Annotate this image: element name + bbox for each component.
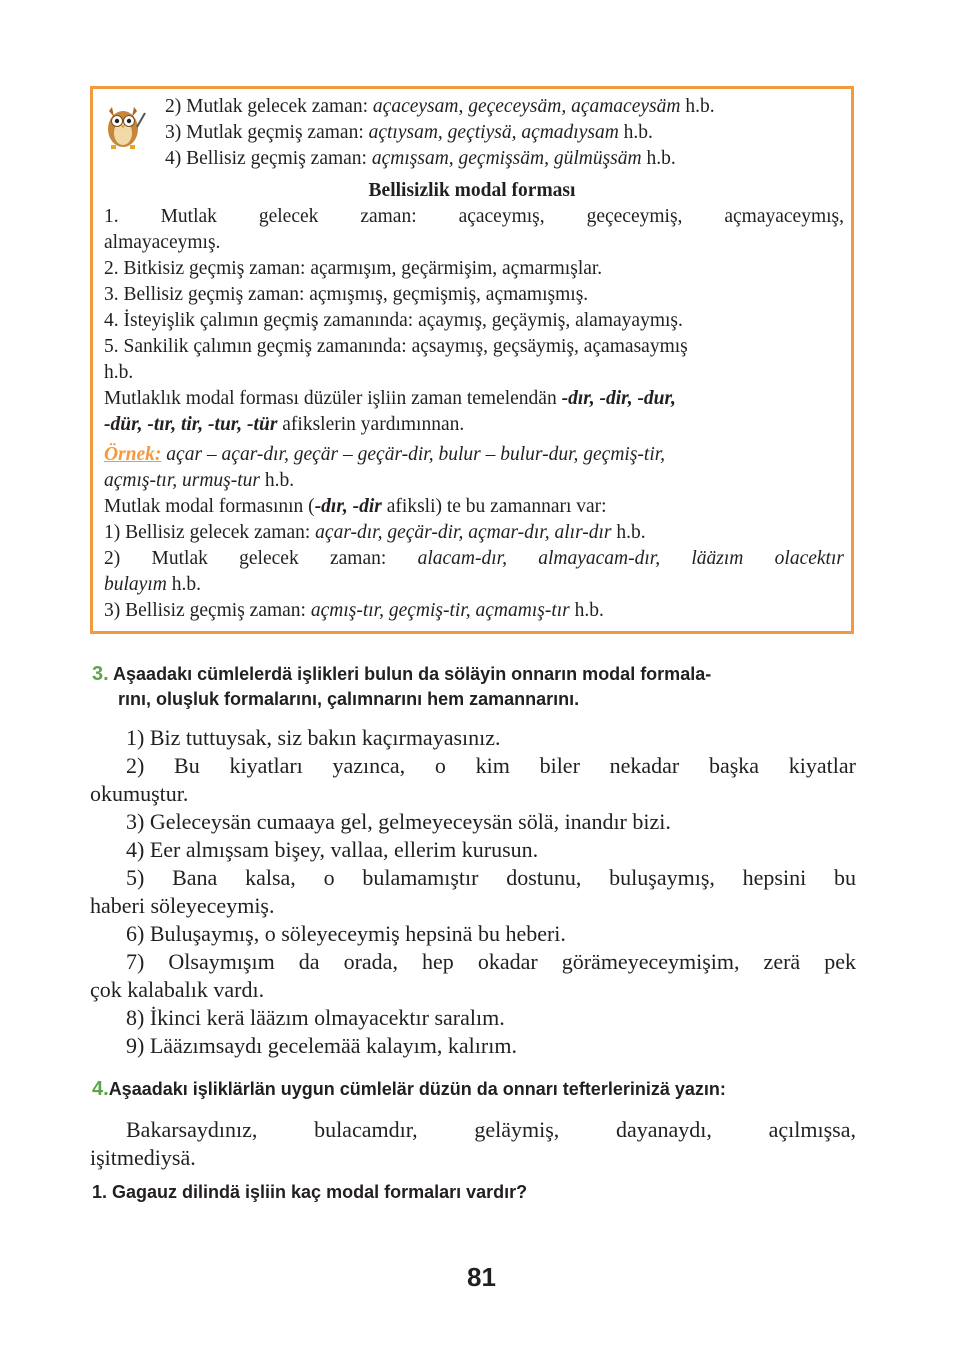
ornek-end: h.b. xyxy=(260,470,295,491)
item-line xyxy=(104,598,604,624)
intro-text: 4) Bellisiz geçmiş zaman: xyxy=(165,148,372,169)
task3-title-line-1 xyxy=(92,662,862,687)
sentence: çok kalabalık vardı. xyxy=(90,977,265,1002)
sentence: 1) Biz tuttuysak, siz bakın kaçırmayasınız. xyxy=(126,725,501,750)
mutlaklik-suffixes: -dır, -dir, -dur, xyxy=(561,388,676,409)
sentence: okumuştur. xyxy=(90,781,189,806)
task4-words: Bakarsaydınız, bulacamdır, geläymiş, dayanaydı, açılmışsa, xyxy=(126,1117,856,1142)
item-line xyxy=(104,546,844,572)
sentence: haberi söleyeceymiş. xyxy=(90,893,275,918)
intro-line-3 xyxy=(165,120,653,146)
box-line: 1. Mutlak gelecek zaman: açaceymış, geçeceymiş, açmayaceymış, xyxy=(104,206,844,227)
item-end: h.b. xyxy=(166,574,201,595)
ornek-examples: açar – açar-dır, geçär – geçär-dir, bulur – bulur-dur, geçmiş-tir, xyxy=(161,444,666,465)
item-line xyxy=(104,572,201,598)
intro-end: h.b. xyxy=(680,96,715,117)
task3-title: Aşaadakı cümlelerdä işlikleri bulun da söläyin onnarın modal formala- xyxy=(113,664,712,684)
mutlaklik-text: Mutlaklık modal forması düzüler işliin zaman temelendän xyxy=(104,388,562,409)
sentence: 5) Bana kalsa, o bulamamıştır dostunu, buluşaymış, hepsini bu xyxy=(126,865,856,890)
box-line: 2. Bitkisiz geçmiş zaman: açarmışım, geçärmişim, açmarmışlar. xyxy=(104,258,603,279)
ornek-label: Örnek: xyxy=(104,444,162,465)
box-line: 4. İsteyişlik çalımın geçmiş zamanında: açaymış, geçäymiş, alamayaymış. xyxy=(104,310,683,331)
item-text: 3) Bellisiz geçmiş zaman: xyxy=(104,600,311,621)
task4-title-text: Aşaadakı işliklärlän uygun cümlelär düzün da onnarı tefterlerinizä yazın: xyxy=(108,1079,726,1099)
mutlaklik-line-1 xyxy=(104,386,676,412)
modal-suffixes: -dır, -dir xyxy=(314,496,382,517)
intro-examples: açtıysam, geçtiysä, açmadıysam xyxy=(368,122,619,143)
ornek-examples: açmış-tır, urmuş-tur xyxy=(104,470,261,491)
item-end: h.b. xyxy=(611,522,646,543)
item-examples: açmış-tır, geçmiş-tir, açmamış-tır xyxy=(310,600,570,621)
box-line: h.b. xyxy=(104,362,134,383)
intro-examples: açaceysam, geçeceysäm, açamaceysäm xyxy=(372,96,681,117)
intro-text: 3) Mutlak geçmiş zaman: xyxy=(165,122,369,143)
box-line: almayaceymış. xyxy=(104,232,221,253)
modal-text: afiksli) te bu zamannarı var: xyxy=(381,496,607,517)
task3-title-line-2: rını, oluşluk formalarını, çalımnarını hem zamannarını. xyxy=(118,689,580,709)
box-heading: Bellisizlik modal forması xyxy=(368,180,576,201)
ornek-line-1 xyxy=(104,442,665,468)
item-text: 2) Mutlak gelecek zaman: xyxy=(104,548,418,569)
ornek-line-2 xyxy=(104,468,294,494)
item-line xyxy=(104,520,646,546)
intro-end: h.b. xyxy=(641,148,676,169)
intro-text: 2) Mutlak gelecek zaman: xyxy=(165,96,373,117)
intro-line-4 xyxy=(165,146,676,172)
task3-number: 3. xyxy=(92,663,109,685)
modal-line xyxy=(104,494,607,520)
task4-title xyxy=(92,1077,872,1102)
intro-end: h.b. xyxy=(618,122,653,143)
sentence: 3) Geleceysän cumaaya gel, gelmeyeceysän sölä, inandır bizi. xyxy=(126,809,671,834)
task4-words: işitmediysä. xyxy=(90,1145,196,1170)
sentence: 4) Eer almışsam bişey, vallaa, ellerim kurusun. xyxy=(126,837,539,862)
modal-text: Mutlak modal formasının ( xyxy=(104,496,315,517)
mutlaklik-line-2 xyxy=(104,412,464,438)
box-line: 3. Bellisiz geçmiş zaman: açmışmış, geçmişmiş, açmamışmış. xyxy=(104,284,589,305)
sentence: 7) Olsaymışım da orada, hep okadar görämeyeceymişim, zerä pek xyxy=(126,949,856,974)
sentence: 2) Bu kiyatları yazınca, o kim biler nekadar başka kiyatlar xyxy=(126,753,856,778)
item-examples: açar-dır, geçär-dir, açmar-dır, alır-dır xyxy=(315,522,612,543)
mutlaklik-text: afikslerin yardımınnan. xyxy=(277,414,465,435)
owl-icon xyxy=(103,99,147,151)
mutlaklik-suffixes: -dür, -tır, tir, -tur, -tür xyxy=(104,414,278,435)
sentence: 6) Buluşaymış, o söleyeceymiş hepsinä bu heberi. xyxy=(126,921,566,946)
box-line: 5. Sankilik çalımın geçmiş zamanında: açsaymış, geçsäymiş, açamasaymış xyxy=(104,336,688,357)
task4-number: 4. xyxy=(92,1078,109,1100)
info-box xyxy=(90,86,854,634)
item-examples: alacam-dır, almayacam-dır, lääzım olacektır xyxy=(417,548,844,569)
intro-examples: açmışsam, geçmişsäm, gülmüşsäm xyxy=(371,148,642,169)
sentence: 9) Lääzımsaydı gecelemää kalayım, kalırım. xyxy=(126,1033,517,1058)
item-end: h.b. xyxy=(569,600,604,621)
question: 1. Gagauz dilindä işliin kaç modal formaları vardır? xyxy=(92,1182,528,1202)
sentence: 8) İkinci kerä lääzım olmayacektır saralım. xyxy=(126,1005,505,1030)
intro-line-2 xyxy=(165,94,715,120)
page-number: 81 xyxy=(467,1262,496,1292)
item-examples: bulayım xyxy=(104,574,167,595)
item-text: 1) Bellisiz gelecek zaman: xyxy=(104,522,316,543)
